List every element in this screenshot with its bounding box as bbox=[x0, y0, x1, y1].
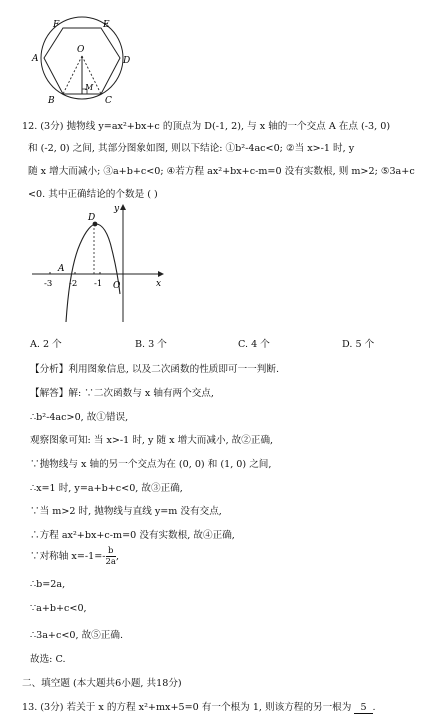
segment-ob bbox=[63, 56, 82, 94]
solution-line-9: ∴b=2a, bbox=[30, 579, 66, 590]
label-o: O bbox=[77, 45, 85, 55]
solution-line-8-text: ∵对称轴 x=-1=- bbox=[30, 551, 106, 562]
option-a: A. 2 个 bbox=[30, 339, 62, 350]
hexagon-figure bbox=[28, 14, 138, 106]
label-f: F bbox=[53, 20, 60, 30]
label-e: E bbox=[103, 20, 110, 30]
option-c: C. 4 个 bbox=[238, 339, 270, 350]
origin-label: O bbox=[113, 281, 121, 291]
problem13-text: 13. (3分) 若关于 x 的方程 x²+mx+5=0 有一个根为 1, 则该方程的另一根为 bbox=[22, 702, 352, 713]
option-d: D. 5 个 bbox=[342, 339, 375, 350]
problem12-line2: 和 (-2, 0) 之间, 其部分图象如图, 则以下结论: ①b²-4ac<0; ②当 x>-1 时, y bbox=[28, 143, 355, 154]
solution-line-5: ∴x=1 时, y=a+b+c<0, 故③正确, bbox=[30, 483, 183, 494]
solution-line-7: ∴方程 ax²+bx+c-m=0 没有实数根, 故④正确, bbox=[30, 530, 235, 541]
label-a: A bbox=[32, 54, 39, 64]
problem12-line4: <0. 其中正确结论的个数是 ( ) bbox=[28, 189, 158, 200]
parabola-curve bbox=[66, 224, 120, 322]
label-m: M bbox=[85, 83, 94, 92]
solution-line-10: ∵a+b+c<0, bbox=[30, 603, 87, 614]
solution-line-1: 【解答】解: ∵二次函数与 x 轴有两个交点, bbox=[30, 388, 214, 399]
solution-line-8-end: , bbox=[115, 551, 120, 562]
tick-label-neg3: -3 bbox=[44, 279, 53, 289]
label-a: A bbox=[58, 264, 65, 274]
problem13-line bbox=[22, 699, 376, 714]
solution-line-11: ∴3a+c<0, 故⑤正确. bbox=[30, 630, 124, 641]
problem13-answer-blank: 5 bbox=[354, 702, 372, 714]
solution-line-12: 故选: C. bbox=[30, 654, 66, 665]
fraction-numerator: b bbox=[106, 546, 116, 557]
solution-line-4: ∵抛物线与 x 轴的另一个交点为在 (0, 0) 和 (1, 0) 之间, bbox=[30, 459, 272, 470]
solution-line-3: 观察图象可知: 当 x>-1 时, y 随 x 增大而减小, 故②正确, bbox=[30, 435, 274, 446]
tick-label-neg2: -2 bbox=[69, 279, 78, 289]
y-axis-arrow bbox=[120, 204, 126, 210]
option-b: B. 3 个 bbox=[135, 339, 167, 350]
solution-line-8 bbox=[30, 546, 119, 567]
fraction-denominator: 2a bbox=[105, 557, 116, 567]
section-2-heading: 二、填空题 (本大题共6小题, 共18分) bbox=[22, 678, 182, 689]
solution-line-2: ∴b²-4ac>0, 故①错误, bbox=[30, 412, 129, 423]
label-x: x bbox=[156, 279, 162, 289]
fraction-b-over-2a bbox=[106, 546, 116, 567]
problem12-line3: 随 x 增大而减小; ③a+b+c<0; ④若方程 ax²+bx+c-m=0 没有实数根, 则 m>2; ⑤3a+c bbox=[28, 166, 415, 177]
parabola-figure bbox=[30, 202, 170, 327]
problem13-end: . bbox=[372, 702, 376, 713]
tick-label-neg1: -1 bbox=[94, 279, 103, 289]
label-c: C bbox=[105, 96, 112, 106]
label-d: D bbox=[123, 56, 131, 66]
label-d: D bbox=[88, 213, 96, 223]
x-axis-arrow bbox=[158, 271, 164, 277]
label-y: y bbox=[114, 204, 120, 214]
analysis-text: 【分析】利用图象信息, 以及二次函数的性质即可一一判断. bbox=[30, 364, 279, 375]
solution-line-6: ∵当 m>2 时, 抛物线与直线 y=m 没有交点, bbox=[30, 506, 222, 517]
problem12-line1: 12. (3分) 抛物线 y=ax²+bx+c 的顶点为 D(-1, 2), 与 x 轴的一个交点 A 在点 (-3, 0) bbox=[22, 121, 391, 132]
label-b: B bbox=[48, 96, 55, 106]
